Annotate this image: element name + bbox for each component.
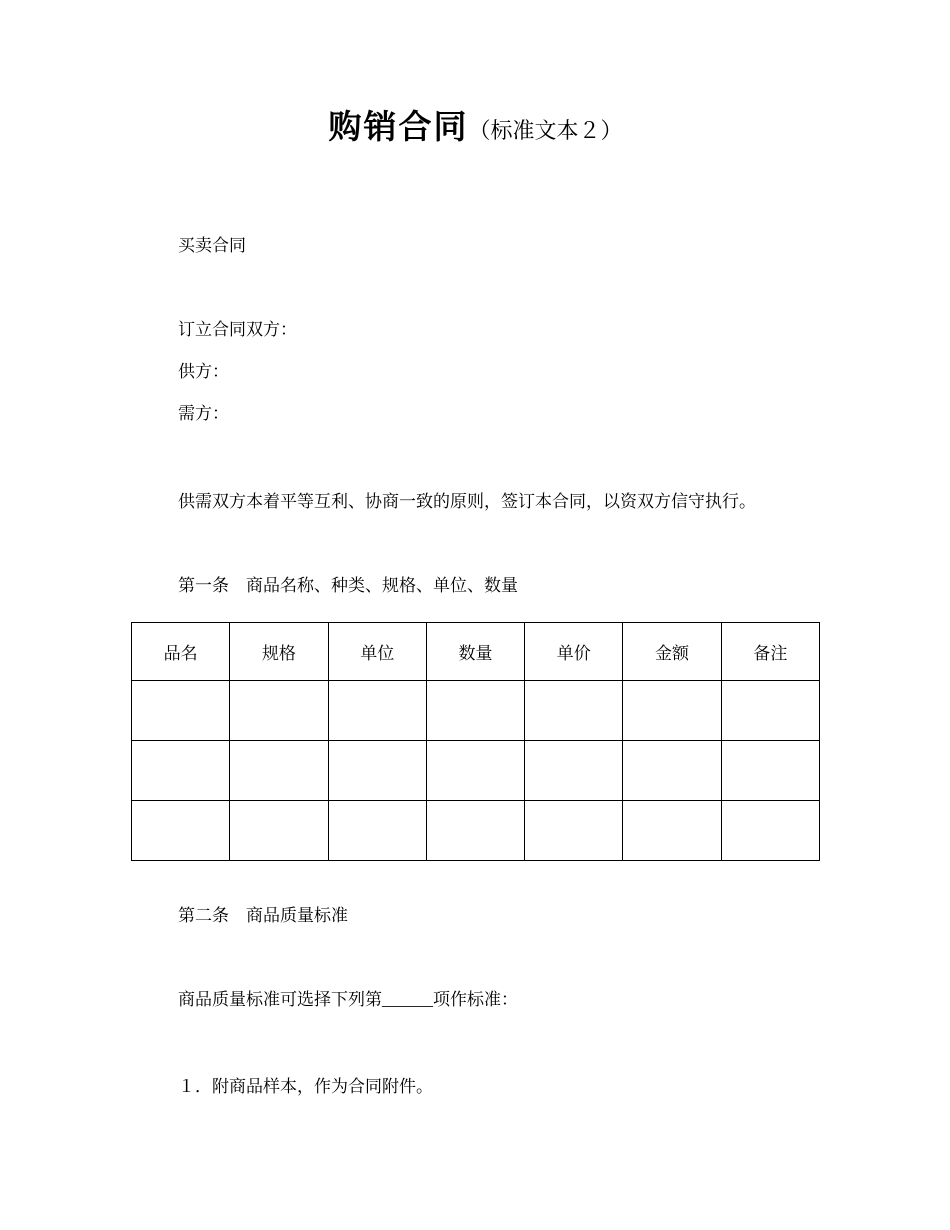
table-cell [132,801,230,861]
table-cell [721,681,819,741]
goods-table-row [132,681,820,741]
goods-table-row [132,801,820,861]
table-cell [623,801,721,861]
table-cell [328,681,426,741]
table-cell [426,801,524,861]
table-cell [328,801,426,861]
table-cell [623,681,721,741]
contract-type-label: 买卖合同 [178,236,246,255]
table-cell [230,801,328,861]
col-header-quantity: 数量 [426,623,524,681]
col-header-remark: 备注 [721,623,819,681]
col-header-unit-price: 单价 [525,623,623,681]
buyer-line: 需方： [178,404,229,423]
table-cell [721,801,819,861]
table-cell [721,741,819,801]
quality-standard-choice-line: 商品质量标准可选择下列第______项作标准： [178,990,518,1009]
principle-paragraph: 供需双方本着平等互利、协商一致的原则，签订本合同，以资双方信守执行。 [178,492,756,511]
table-cell [525,681,623,741]
table-cell [426,741,524,801]
document-title [131,104,820,154]
goods-table-header-row [132,623,820,681]
table-cell [132,741,230,801]
quality-option-1: １．附商品样本，作为合同附件。 [178,1077,433,1096]
table-cell [328,741,426,801]
title-main-text: 购销合同 [328,108,469,145]
col-header-product-name: 品名 [132,623,230,681]
table-cell [426,681,524,741]
table-cell [623,741,721,801]
col-header-unit: 单位 [328,623,426,681]
table-cell [230,741,328,801]
col-header-spec: 规格 [230,623,328,681]
table-cell [525,801,623,861]
goods-table-row [132,741,820,801]
table-cell [525,741,623,801]
col-header-amount: 金额 [623,623,721,681]
article2-heading: 第二条 商品质量标准 [178,906,348,925]
table-cell [230,681,328,741]
goods-table [131,622,820,861]
supplier-line: 供方： [178,362,229,381]
parties-intro-line: 订立合同双方： [178,320,297,339]
article1-heading: 第一条 商品名称、种类、规格、单位、数量 [178,576,518,595]
table-cell [132,681,230,741]
title-subtitle-text: （标准文本２） [468,118,623,143]
